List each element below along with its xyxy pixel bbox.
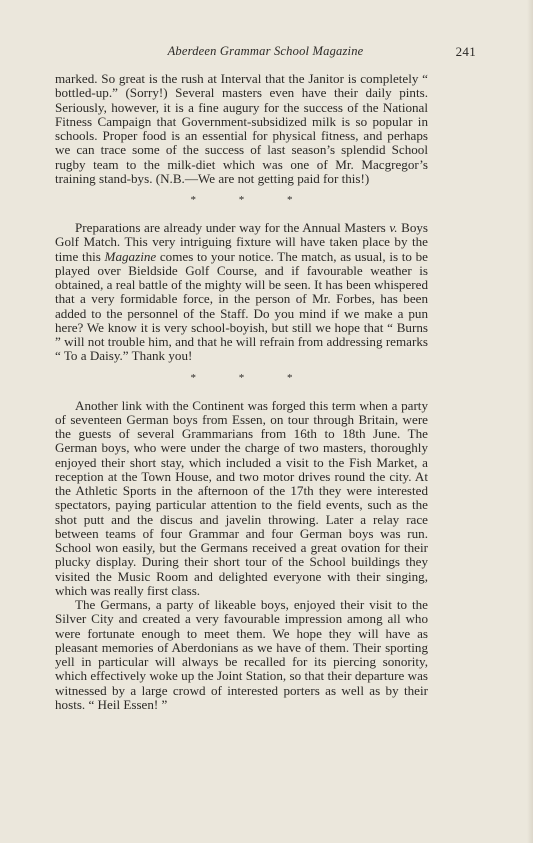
paragraph-milk	[55, 72, 428, 186]
article-body	[55, 72, 428, 712]
paragraph-golf-magazine: Magazine	[104, 248, 157, 264]
section-separator-1: * * *	[190, 194, 313, 206]
paragraph-german-visit-text: Another link with the Continent was forged this term when a party of seventeen German boys from Essen, on tour through Britain, were the guests of several Grammarians from 16th to 18th June. The German boys, who were under the charge of two masters, thoroughly enjoyed their short stay, which included a visit to the Fish Market, a reception at the Town House, and two motor drives round the city. At the Athletic Sports in the afternoon of the 17th they were interested spectators, paying particular attention to the field events, such as the shot putt and the discus and javelin throwing. Later a relay race between teams of four Grammar and four German boys was run. School won easily, but the Germans received a great ovation for their plucky display. During their short tour of the School buildings they visited the Music Room and delighted everyone with their singing, which was really first class.	[55, 397, 428, 598]
paragraph-golf-text-1: Preparations are already under way for the Annual Masters	[75, 220, 390, 235]
page-number: 241	[455, 44, 476, 59]
paragraph-german-visit	[55, 399, 428, 599]
paragraph-golf-text-3: comes to your notice. The match, as usual, is to be played over Bieldside Golf Course, and if favourable weather is obtained, a real battle of the mighty will be seen. It has been whispered that a very formidable force, in the person of Mr. Forbes, has been added to the personnel of the Staff. Do you mind if we make a pun here? We know it is very school-boyish, but still we hope that “ Burns ” will not trouble him, and that he will refrain from addressing remarks “ To a Daisy.” Thank you!	[55, 248, 428, 364]
page-edge-shadow	[527, 0, 533, 843]
paragraph-golf-versus: v.	[389, 220, 398, 235]
section-separator-2: * * *	[190, 371, 313, 384]
running-head	[55, 44, 476, 62]
paragraph-german-farewell	[55, 598, 428, 712]
paragraph-golf-text-2: Boys Golf Match. This very intriguing fixture will have taken place by the time this	[55, 220, 429, 264]
paragraph-golf	[55, 221, 428, 364]
paragraph-german-farewell-text: The Germans, a party of likeable boys, enjoyed their visit to the Silver City and created a very favourable impression among all who were fortunate enough to meet them. We hope they will have as pleasant memories of Aberdonians as we have of them. Their sporting yell in particular will always be recalled for its piercing sonority, which effectively woke up the Joint Station, so that their departure was witnessed by a large crowd of interested porters as well as by their hosts. “ Heil Essen! ”	[55, 597, 428, 712]
paragraph-milk-text: marked. So great is the rush at Interval that the Janitor is completely “ bottled-up.” (Sorry!) Several masters even have their daily pints. Seriously, however, it is a fine augury for the success of the National Fitness Campaign that Government-subsidized milk is so popular in schools. Proper food is an essential for physical fitness, and perhaps we can trace some of the success of last season’s splendid School rugby team to the milk-diet which was one of Mr. Macgregor’s training stand-bys. (N.B.—We are not getting paid for this!)	[55, 71, 428, 186]
running-title: Aberdeen Grammar School Magazine	[167, 44, 364, 58]
